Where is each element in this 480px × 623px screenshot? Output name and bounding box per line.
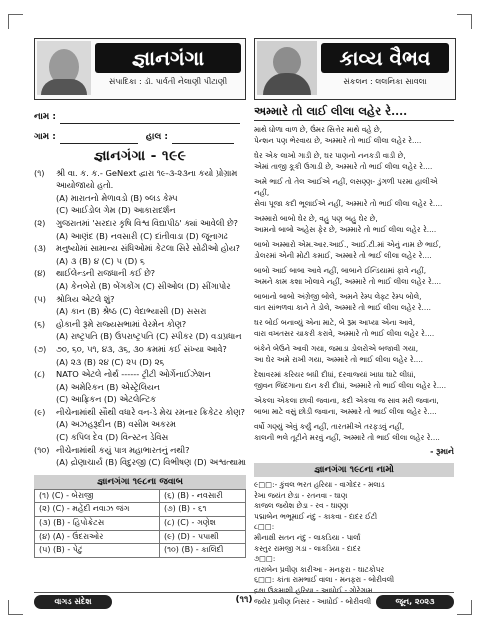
poem-line: આમનો બાબો અહેસ ફેર છે, અમ્મારે તો ભાઈ લીલા લહેર રે.... bbox=[254, 225, 437, 234]
editor-credit: સંપાદિકા : ડૉ. પાર્વતી નેલાણી પીટાણી bbox=[108, 77, 228, 86]
quiz-title: જ્ઞાનગંગા - ૧૯૯ bbox=[93, 148, 187, 164]
poem-line: અમને કામ કશા ખોલાવે નહીં, અમ્મારે તો ભાઈ લીલા લહેર રે.... bbox=[254, 277, 442, 286]
question-list bbox=[34, 167, 246, 469]
poem-line: સેવા પૂજા કદી ભૂલાઈએ નહીં, અમ્મારે તો ભાઈ લીલા લહેર રે.... bbox=[254, 199, 443, 208]
question-options: (A) કેનબેરો (B) બેંગકોંગ (C) સીઓલ (D) સીંગાપોર bbox=[56, 280, 231, 291]
question-options: (A) અમેરિકન (B) એસ્ટ્રેલિયન bbox=[56, 381, 160, 392]
winner-entry: કાજલ જયેશ છેડા - રવ - ઘાણ્ણ bbox=[254, 501, 349, 511]
winner-entry: જયેર પ્રવીણ નિસર - આધોઈ - બોરીવલી bbox=[254, 596, 372, 606]
question-item bbox=[34, 217, 246, 230]
question-text: નીચેનામાંથી કયું પાત્ર મહાભારતનું નથી? bbox=[56, 444, 190, 455]
winners-title: જ્ઞાનગંગા ૧૯૮ના નામો bbox=[254, 463, 454, 477]
quiz-column bbox=[34, 104, 246, 558]
name-field[interactable] bbox=[34, 104, 246, 124]
question-options: (A) રાષ્ટ્રપતિ (B) ઉપરાષ્ટ્રપતિ (C) સ્પીકર (D) વડાપ્રધાન bbox=[56, 331, 242, 342]
poem-stanza bbox=[254, 213, 454, 235]
poem-stanza bbox=[254, 343, 454, 365]
answer-cell: (૪) (A) - ઉંદરાઓર bbox=[35, 530, 160, 544]
question-text: થાઈલેન્ડની રાજધાની કઈ છે? bbox=[56, 268, 156, 279]
winners-list bbox=[254, 480, 454, 607]
kavya-vaibhav-header bbox=[254, 38, 456, 100]
question-options: (C) કપિલ દેવ (D) વિન્સ્ટન ડેવિસ bbox=[56, 432, 169, 443]
poem-stanza bbox=[254, 176, 454, 209]
question-number: (૬) bbox=[34, 318, 46, 329]
winner-entry: ૭□□: bbox=[254, 554, 276, 564]
answer-cell: (૯) (D) - પપાથી bbox=[159, 530, 245, 544]
poem-body bbox=[254, 124, 454, 443]
answer-cell: (૫) (B) - પેટું bbox=[35, 544, 160, 558]
question-item bbox=[34, 167, 246, 192]
winner-entry: ૬□□: કાંતા રામભાઈ વાલા - મનફરા - બોરીવલી bbox=[254, 575, 395, 585]
poem-line: એમાં તાજી કૂકી ઉગાડી છે, અમ્મારે તો ભાઈ લીલા લહેર રે.... bbox=[254, 162, 433, 171]
poem-stanza bbox=[254, 124, 454, 146]
poem-line: દેશાવરમાં કરિયર બધી દીધાં, દરવાજ્યાં ખાધા ઘાટે લીધાં, bbox=[254, 370, 416, 379]
answer-cell: (૩) (B) - હિપોક્રેટસ bbox=[35, 517, 160, 531]
poem-line: બંકેને બેઉને આવી ગયા, જમાડા ડોલરોએ બજાવી ગયા, bbox=[254, 344, 419, 353]
poem-line: બાબા માટે વસું છોડી જવાના, અમ્મારે તો ભાઈ લીલા લહેર રે.... bbox=[254, 407, 437, 416]
poem-stanza bbox=[254, 421, 454, 443]
answer-row bbox=[35, 503, 246, 517]
crop-mark bbox=[457, 14, 472, 29]
answer-row bbox=[35, 489, 246, 503]
question-number: (૮) bbox=[34, 369, 46, 380]
question-options: (A) મારાતનો મેળાવડો (B) બ્લડ કેમ્પ bbox=[56, 192, 178, 203]
winner-entry: રેખા જયંત છેડા - રતનવા - ઘાણ bbox=[254, 490, 348, 500]
question-item bbox=[34, 242, 246, 255]
winner-entry: દ્રક્ષા ઉકમાશી હરિયા - આધોઈ - ગોરેગામ bbox=[254, 585, 373, 595]
crop-mark bbox=[8, 600, 23, 615]
question-options: (A) અઝહરૂદીન (B) વસીમ અકરમ bbox=[56, 419, 176, 430]
compiler-credit: સંકલન : લલનિકા સાવલા bbox=[343, 77, 427, 86]
poem-signature: - રૂમાને bbox=[430, 447, 454, 456]
answer-row bbox=[35, 517, 246, 531]
poem-line: અમે ભાઈ તો તેલ આઈએ નહીં, લસણ્ણ- ડુંગળી પરમા હાલીએ નહીં, bbox=[254, 177, 438, 197]
question-text: શ્રી વા. ક. ક.- GeNext દ્વારા ૧૯-૩-૨૩ના કયો પ્રોગ્રામ આયોજાયો હતો. bbox=[56, 167, 238, 191]
poem-line: ઘેર એક લાખો ગાડી છે, ઘર પાણનો નનકડી વાડી છે, bbox=[254, 151, 406, 160]
answer-cell: (૧) (C) - બેરાજી bbox=[35, 489, 160, 503]
question-options: (A) ૨૩ (B) ૨૪ (C) ૨૫ (D) ૨૬ bbox=[56, 356, 165, 367]
compiler-photo bbox=[257, 41, 317, 95]
crop-mark bbox=[8, 14, 23, 29]
poem-line: એકલા એકલા છાવી જવાના, કદી એકલા જ સાવ મરી જવાના, bbox=[254, 396, 439, 405]
poem-line: અમ્મારો બાબો ઘેર છે, વહુ પણ બહુ ઘેર છે, bbox=[254, 214, 378, 223]
question-item bbox=[34, 406, 246, 419]
question-number: (૭) bbox=[34, 343, 47, 354]
answer-cell: (૮) (C) - ગણેશ bbox=[159, 517, 245, 531]
poem-line: વર્ષો ગણ્યું એવું કર્યું નહીં, તારતમીએ તરફડવું નહીં, bbox=[254, 422, 405, 431]
poem-stanza bbox=[254, 239, 454, 261]
answer-cell: (૧૦) (B) - કાલિંદી bbox=[159, 544, 245, 558]
poem-line: પેન્શન પણ ભેરવાય છે, અમ્મારે તો ભાઈ લીલા લહેર રે.... bbox=[254, 136, 422, 145]
poem-line: બાબો અમ્મારો એમ.આર.આઈ., આઈ.ટી.માં એનું નામ છે ભાઈ, bbox=[254, 240, 441, 249]
poem-line: ડોલરમાં એની મોટી કમાઈ, અમ્મારે તો ભાઈ લીલા લહેર રે.... bbox=[254, 251, 432, 260]
question-number: (૧) bbox=[34, 167, 45, 178]
hall-label: હાલ : bbox=[145, 132, 169, 143]
question-number: (૪) bbox=[34, 268, 46, 279]
poem-line: બાબાનો બાબો અંગ્રેજી બોલે, અમને રેમ્પ લેફ્ટ રેમ્પ બોલે, bbox=[254, 292, 422, 301]
poem-stanza bbox=[254, 150, 454, 172]
poem-column bbox=[254, 104, 454, 607]
question-options: (A) ૩ (B) ૪ (C) ૫ (D) ૬ bbox=[56, 255, 145, 266]
question-text: ગુજરાતમાં 'સરદાર કૃષિ વિશ્વ વિદ્યાપીઠ' ક્યાં આવેલી છે? bbox=[56, 217, 238, 228]
winner-entry: મીનાક્ષી સતન નંદુ - લાકડિયા - પાર્લા bbox=[254, 532, 361, 542]
question-item bbox=[34, 444, 246, 457]
question-text: હોકાની રૂમે રાજ્યસભામાં વેરમેન કોણ? bbox=[56, 318, 187, 329]
page-number: (૧૧) bbox=[235, 595, 253, 605]
answers-table bbox=[34, 489, 246, 558]
winner-entry: ૯□□:- કુંવલ ભરત હરિયા - વાગોદર - મલાડ bbox=[254, 480, 385, 489]
poem-stanza bbox=[254, 317, 454, 339]
question-number: (૨) bbox=[34, 217, 46, 228]
question-item bbox=[34, 343, 246, 356]
question-options: (C) આફ્રિકન (D) એટલેન્ટિક bbox=[56, 394, 157, 405]
answer-row bbox=[35, 544, 246, 558]
question-number: (૯) bbox=[34, 406, 46, 417]
poem-line: માથે ધોળા વાળ છે, ઉંમર સિત્તેર માથે વહે છે, bbox=[254, 125, 382, 134]
question-item bbox=[34, 293, 246, 306]
name-label: નામ : bbox=[34, 112, 56, 123]
question-text: ૭૦, ૬૦, ૫૧, ૪૩, ૩૬, ૩૦ ક્રમમાં કઈ સંખ્યા આવે? bbox=[56, 343, 227, 354]
poem-line: કાલની ભલે તૂટીને મરવું નહીં, અમ્મારે તો ભાઈ લીલા લહેર રે.... bbox=[254, 433, 440, 442]
poem-line: વાત સાંભળવા કાને તે ડોલે, અમ્મારે તો ભાઈ લીલા લહેર રે.... bbox=[254, 303, 431, 312]
page-footer bbox=[34, 592, 454, 611]
poem-stanza bbox=[254, 369, 454, 391]
question-number: (૫) bbox=[34, 293, 46, 304]
question-item bbox=[34, 267, 246, 280]
question-text: મનુષ્યોમાં સામાન્ય સંધિઓમાં કેટલા સિરે સોઢીઓ હોય? bbox=[56, 243, 240, 254]
question-item bbox=[34, 368, 246, 381]
poem-line: ઘર બોઈ બનાવ્યું એના માટે, બે રૂમ આપ્યા એના આવે, bbox=[254, 318, 416, 327]
answer-cell: (૨) (C) - મહેંદી નવાઝ જંગ bbox=[35, 503, 160, 517]
question-text: NATO એટલે નોર્થ ------ ટ્રીટી ઓર્ગેનાઈઝેશન bbox=[56, 369, 211, 380]
kavya-vaibhav-banner: કાવ્ય વૈભવ bbox=[321, 43, 449, 73]
answers-title: જ્ઞાનગંગા ૧૯૮ના જવાબ bbox=[34, 475, 246, 489]
poem-line: આ ઘેર અમે રાખી ગયા, અમ્મારે તો ભાઈ લીલા લહેર રે.... bbox=[254, 355, 423, 364]
winner-entry: કસ્તુર રામજી ગડા - લાકડિયા - દાદર bbox=[254, 543, 361, 553]
poem-stanza bbox=[254, 265, 454, 287]
poem-stanza bbox=[254, 395, 454, 417]
answer-cell: (૭) (B) - ૬૧ bbox=[159, 503, 245, 517]
issue-date: જૂન, ૨૦૨૩ bbox=[376, 595, 454, 609]
question-number: (૩) bbox=[34, 243, 46, 254]
poem-title: અમ્મારે તો લાઈ લીલા લહેર રે.... bbox=[254, 104, 454, 121]
gnanganga-header bbox=[34, 38, 246, 100]
question-text: નીચેનામાંથી સૌથી વધારે વન-ડે મેચ રમનાર ક્રિકેટર કોણ? bbox=[56, 406, 245, 417]
answer-row bbox=[35, 530, 246, 544]
poem-stanza bbox=[254, 291, 454, 313]
question-options: (A) કાન (B) શ્રેષ્ઠ (C) વેદાભ્યાસી (D) સસરા bbox=[56, 306, 207, 317]
question-options: (A) આણંદ (B) નવસારી (C) દાંતીવાડા (D) જૂનાગઢ bbox=[56, 230, 228, 241]
poem-line: વારા વખતસર ચાકરી કરાવે, અમ્મારે તો ભાઈ લીલા લહેર રે.... bbox=[254, 329, 435, 338]
answer-cell: (૬) (B) - નવસારી bbox=[159, 489, 245, 503]
winner-entry: તારાબેન પ્રવીણ કારીઆ - મનફરા - ઘાટકોપર bbox=[254, 564, 385, 574]
winner-entry: પદ્માબેન ભભૂમાઈ નંદુ - કાકવા - દાદર ઈટી bbox=[254, 511, 378, 521]
crop-mark bbox=[457, 600, 472, 615]
editor-photo bbox=[37, 41, 91, 95]
question-number: (૧૦) bbox=[34, 444, 50, 455]
village-label: ગામ : bbox=[34, 132, 56, 143]
poem-line: બાબો આઈ બાબા આવે નહીં, બાબાને ઈન્ડિયામાં ફાવે નહીં, bbox=[254, 266, 427, 275]
question-options: (C) આઈડોલ ગેમ (D) આકારાદર્શન bbox=[56, 205, 176, 216]
question-text: શ્રોત્રિય એટલે શું? bbox=[56, 293, 115, 304]
poem-line: જીવન જિંદગાના દાન કરી દીધાં, અમ્મારે તો ભાઈ લીલા લહેર રે.... bbox=[254, 381, 447, 390]
gnanganga-banner: જ્ઞાનગંગા bbox=[95, 43, 241, 73]
question-item bbox=[34, 318, 246, 331]
winner-entry: ૮□□: bbox=[254, 522, 275, 532]
question-options: (A) દ્રોણાચાર્ય (B) વિદુરજી (C) વિભીષણ (D) અશ્વત્થામા bbox=[56, 457, 246, 468]
magazine-name: વાગડ સંદેશ bbox=[34, 595, 112, 609]
village-field[interactable] bbox=[34, 124, 246, 144]
